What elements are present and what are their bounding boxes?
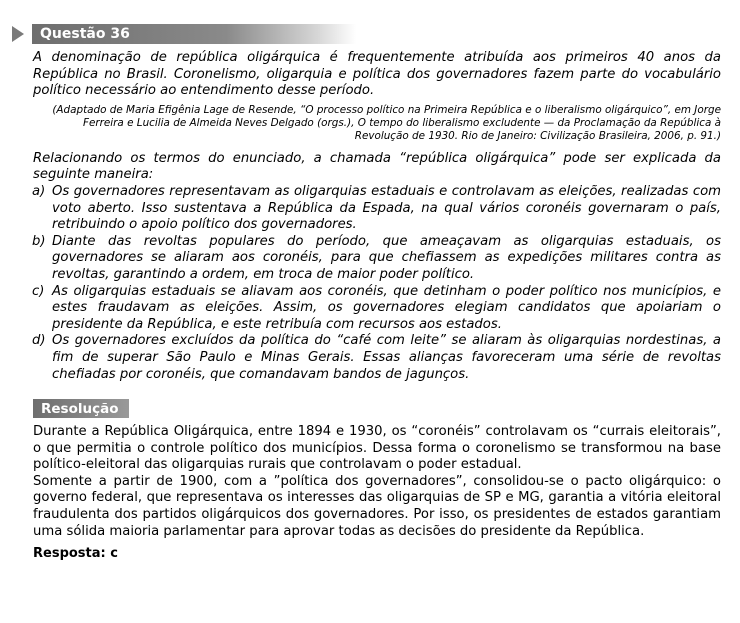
alternative-text: Os governadores excluídos da política do “café com leite” se aliaram às oligarquias nordestinas, a fim de superar São Paulo e Minas Gerais. Essas alianças favoreceram uma série de revoltas chefiadas por coronéis, que comandavam bandos de jagunços. xyxy=(52,333,721,382)
alternative-a xyxy=(33,184,721,234)
question-title-bar xyxy=(32,24,356,44)
alternative-text: As oligarquias estaduais se aliavam aos coronéis, que detinham o poder político nos municípios, e estes fraudavam as eleições. Assim, os governadores elegiam candidatos que apoiariam o presidente da República, e este retribuía com recursos aos estados. xyxy=(52,283,721,332)
statement-text: A denominação de república oligárquica é frequentemente atribuída aos primeiros 40 anos da República no Brasil. Coronelismo, oligarquia e política dos governadores fazem parte do vocabulário político necessário ao entendimento desse período. xyxy=(33,50,721,99)
resolution-paragraph: Somente a partir de 1900, com a ”política dos governadores”, consolidou-se o pacto oligárquico: o governo federal, que representava os interesses das oligarquias de SP e MG, garantia a vitória eleitoral fraudulenta dos partidos oligárquicos dos governadores. Por isso, os presidentes de estados garantiam uma sólida maioria parlamentar para aprovar todas as decisões do presidente da República. xyxy=(33,473,721,539)
question-header xyxy=(10,24,356,44)
resolution-title: Resolução xyxy=(41,400,119,417)
alternative-letter: a) xyxy=(32,183,46,199)
play-arrow-icon xyxy=(12,26,24,42)
alternative-letter: c) xyxy=(32,283,45,299)
alternatives-list xyxy=(33,184,721,383)
alternative-b xyxy=(33,234,721,284)
alternative-letter: d) xyxy=(32,333,46,349)
alternative-text: Diante das revoltas populares do período, que ameaçavam as oligarquias estaduais, os governadores se aliaram aos coronéis, para que chefiassem as expedições militares contra as revoltas, garantindo a ordem, em troca de maior poder político. xyxy=(52,233,721,282)
alternative-d xyxy=(33,333,721,383)
alternative-text: Os governadores representavam as oligarquias estaduais e controlavam as eleições, realizadas com voto aberto. Isso sustentava a República da Espada, na qual vários coronéis governaram o país, retribuindo o apoio político dos governadores. xyxy=(52,183,721,233)
alternative-c xyxy=(33,284,721,334)
answer-text: Resposta: c xyxy=(33,546,118,562)
question-prompt: Relacionando os termos do enunciado, a chamada “república oligárquica” pode ser explicada da seguinte maneira: xyxy=(33,150,721,183)
question-title: Questão 36 xyxy=(40,26,130,42)
resolution-content xyxy=(33,424,721,563)
resolution-paragraph: Durante a República Oligárquica, entre 1894 e 1930, os “coronéis” controlavam os “currais eleitorais”, o que permitia o controle político dos municípios. Dessa forma o coronelismo se transformou na base político-eleitoral das oligarquias rurais que controlavam o poder estadual. xyxy=(33,424,721,473)
question-content xyxy=(33,50,721,383)
resolution-title-bar xyxy=(33,399,129,418)
source-citation: (Adaptado de Maria Efigênia Lage de Resende, “O processo político na Primeira República e o liberalismo oligárquico”, em Jorge Ferreira e Lucilia de Almeida Neves Delgado (orgs.), O tempo do liberalismo excludente — da Proclamação da República à Revolução de 1930. Rio de Janeiro: Civilização Brasileira, 2006, p. 91.) xyxy=(52,103,721,142)
alternative-letter: b) xyxy=(32,233,46,249)
